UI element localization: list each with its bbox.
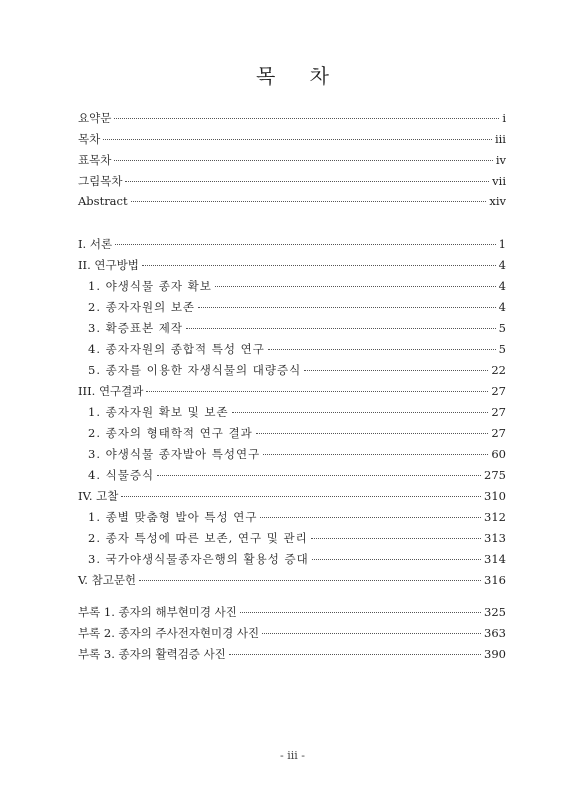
dot-leader bbox=[198, 307, 496, 308]
dot-leader bbox=[139, 580, 481, 581]
toc-entry-page-number: 4 bbox=[498, 300, 506, 314]
dot-leader bbox=[157, 475, 481, 476]
toc-entry[interactable] bbox=[78, 646, 506, 667]
toc-entry[interactable] bbox=[78, 625, 506, 646]
dot-leader bbox=[232, 412, 489, 413]
toc-entry-page-number: 5 bbox=[498, 342, 506, 356]
toc-entry-label: 2. 종자의 형태학적 연구 결과 bbox=[88, 426, 253, 440]
dot-leader bbox=[215, 286, 496, 287]
toc-entry[interactable] bbox=[78, 257, 506, 278]
dot-leader bbox=[311, 538, 481, 539]
toc-entry[interactable] bbox=[78, 341, 506, 362]
dot-leader bbox=[186, 328, 496, 329]
toc-front-matter bbox=[78, 110, 506, 215]
toc-entry-page-number: 4 bbox=[498, 279, 506, 293]
toc-entry[interactable] bbox=[78, 236, 506, 257]
toc-entry-page-number: 316 bbox=[484, 573, 506, 587]
toc-entry[interactable] bbox=[78, 425, 506, 446]
toc-entry-label: 4. 식물증식 bbox=[88, 468, 155, 482]
toc-entry[interactable] bbox=[78, 173, 506, 194]
toc-entry-label: II. 연구방법 bbox=[78, 258, 139, 272]
toc-entry-label: 부록 2. 종자의 주사전자현미경 사진 bbox=[78, 626, 260, 640]
toc-entry-page-number: iii bbox=[494, 132, 506, 146]
toc-entry-label: 부록 3. 종자의 활력검증 사진 bbox=[78, 647, 226, 661]
page-title: 목 차 bbox=[256, 64, 343, 88]
dot-leader bbox=[260, 517, 481, 518]
toc-entry-page-number: 275 bbox=[484, 468, 506, 482]
toc-entry[interactable] bbox=[78, 383, 506, 404]
toc-entry-label: I. 서론 bbox=[78, 237, 113, 251]
toc-entry[interactable] bbox=[78, 152, 506, 173]
toc-entry-page-number: 1 bbox=[498, 237, 506, 251]
dot-leader bbox=[114, 118, 499, 119]
toc-entry[interactable] bbox=[78, 488, 506, 509]
toc-entry-page-number: iv bbox=[495, 153, 506, 167]
toc-entry-label: 1. 종별 맞춤형 발아 특성 연구 bbox=[88, 510, 258, 524]
toc-entry-page-number: i bbox=[502, 111, 506, 125]
toc-entry-page-number: 363 bbox=[484, 626, 506, 640]
toc-entry-page-number: 314 bbox=[484, 552, 506, 566]
dot-leader bbox=[103, 139, 492, 140]
toc-entry-page-number: 22 bbox=[491, 363, 506, 377]
toc-entry[interactable] bbox=[78, 551, 506, 572]
toc-entry-label: 3. 국가야생식물종자은행의 활용성 증대 bbox=[88, 552, 309, 566]
toc-entry-label: V. 참고문헌 bbox=[78, 573, 137, 587]
dot-leader bbox=[142, 265, 496, 266]
toc-entry[interactable] bbox=[78, 404, 506, 425]
dot-leader bbox=[125, 181, 489, 182]
dot-leader bbox=[146, 391, 488, 392]
dot-leader bbox=[268, 349, 496, 350]
dot-leader bbox=[240, 612, 481, 613]
dot-leader bbox=[256, 433, 489, 434]
toc-entry-label: III. 연구결과 bbox=[78, 384, 144, 398]
toc-entry-label: 3. 야생식물 종자발아 특성연구 bbox=[88, 447, 261, 461]
toc-main-chapters bbox=[78, 236, 506, 593]
dot-leader bbox=[262, 633, 481, 634]
toc-entry-page-number: 27 bbox=[491, 405, 506, 419]
toc-entry[interactable] bbox=[78, 194, 506, 215]
dot-leader bbox=[263, 454, 488, 455]
dot-leader bbox=[304, 370, 488, 371]
toc-entry[interactable] bbox=[78, 572, 506, 593]
toc-entry-page-number: 312 bbox=[484, 510, 506, 524]
toc-entry-label: 4. 종자자원의 종합적 특성 연구 bbox=[88, 342, 265, 356]
toc-entry[interactable] bbox=[78, 446, 506, 467]
toc-entry[interactable] bbox=[78, 320, 506, 341]
toc-entry[interactable] bbox=[78, 299, 506, 320]
toc-entry-page-number: 4 bbox=[498, 258, 506, 272]
toc-entry-label: 2. 종자자원의 보존 bbox=[88, 300, 196, 314]
dot-leader bbox=[131, 201, 487, 202]
toc-entry[interactable] bbox=[78, 467, 506, 488]
toc-entry-label: Abstract bbox=[78, 194, 128, 208]
toc-entry[interactable] bbox=[78, 278, 506, 299]
toc-entry[interactable] bbox=[78, 509, 506, 530]
toc-entry-label: 그림목차 bbox=[78, 174, 123, 188]
toc-entry-page-number: 313 bbox=[484, 531, 506, 545]
toc-entry-page-number: 27 bbox=[491, 426, 506, 440]
toc-entry-label: 부록 1. 종자의 해부현미경 사진 bbox=[78, 605, 237, 619]
toc-entry-page-number: 390 bbox=[484, 647, 506, 661]
toc-entry-page-number: 310 bbox=[484, 489, 506, 503]
toc-entry-page-number: vii bbox=[492, 174, 506, 188]
toc-entry-page-number: 27 bbox=[491, 384, 506, 398]
dot-leader bbox=[115, 244, 496, 245]
dot-leader bbox=[121, 496, 481, 497]
toc-entry[interactable] bbox=[78, 131, 506, 152]
dot-leader bbox=[114, 160, 492, 161]
toc-entry[interactable] bbox=[78, 110, 506, 131]
toc-entry-page-number: 5 bbox=[498, 321, 506, 335]
toc-entry-page-number: xiv bbox=[489, 194, 506, 208]
toc-entry-label: 1. 종자자원 확보 및 보존 bbox=[88, 405, 229, 419]
toc-entry-label: 3. 확증표본 제작 bbox=[88, 321, 183, 335]
toc-entry[interactable] bbox=[78, 530, 506, 551]
toc-entry-page-number: 325 bbox=[484, 605, 506, 619]
toc-entry-label: 표목차 bbox=[78, 153, 112, 167]
toc-entry[interactable] bbox=[78, 362, 506, 383]
toc-entry[interactable] bbox=[78, 604, 506, 625]
dot-leader bbox=[312, 559, 481, 560]
toc-entry-label: 2. 종자 특성에 따른 보존, 연구 및 관리 bbox=[88, 531, 308, 545]
toc-entry-label: 요약문 bbox=[78, 111, 112, 125]
toc-entry-label: 1. 야생식물 종자 확보 bbox=[88, 279, 212, 293]
toc-entry-page-number: 60 bbox=[491, 447, 506, 461]
toc-entry-label: IV. 고찰 bbox=[78, 489, 119, 503]
page-number-footer: - iii - bbox=[280, 749, 305, 762]
toc-entry-label: 5. 종자를 이용한 자생식물의 대량증식 bbox=[88, 363, 302, 377]
toc-appendices bbox=[78, 604, 506, 667]
dot-leader bbox=[229, 654, 481, 655]
toc-entry-label: 목차 bbox=[78, 132, 101, 146]
